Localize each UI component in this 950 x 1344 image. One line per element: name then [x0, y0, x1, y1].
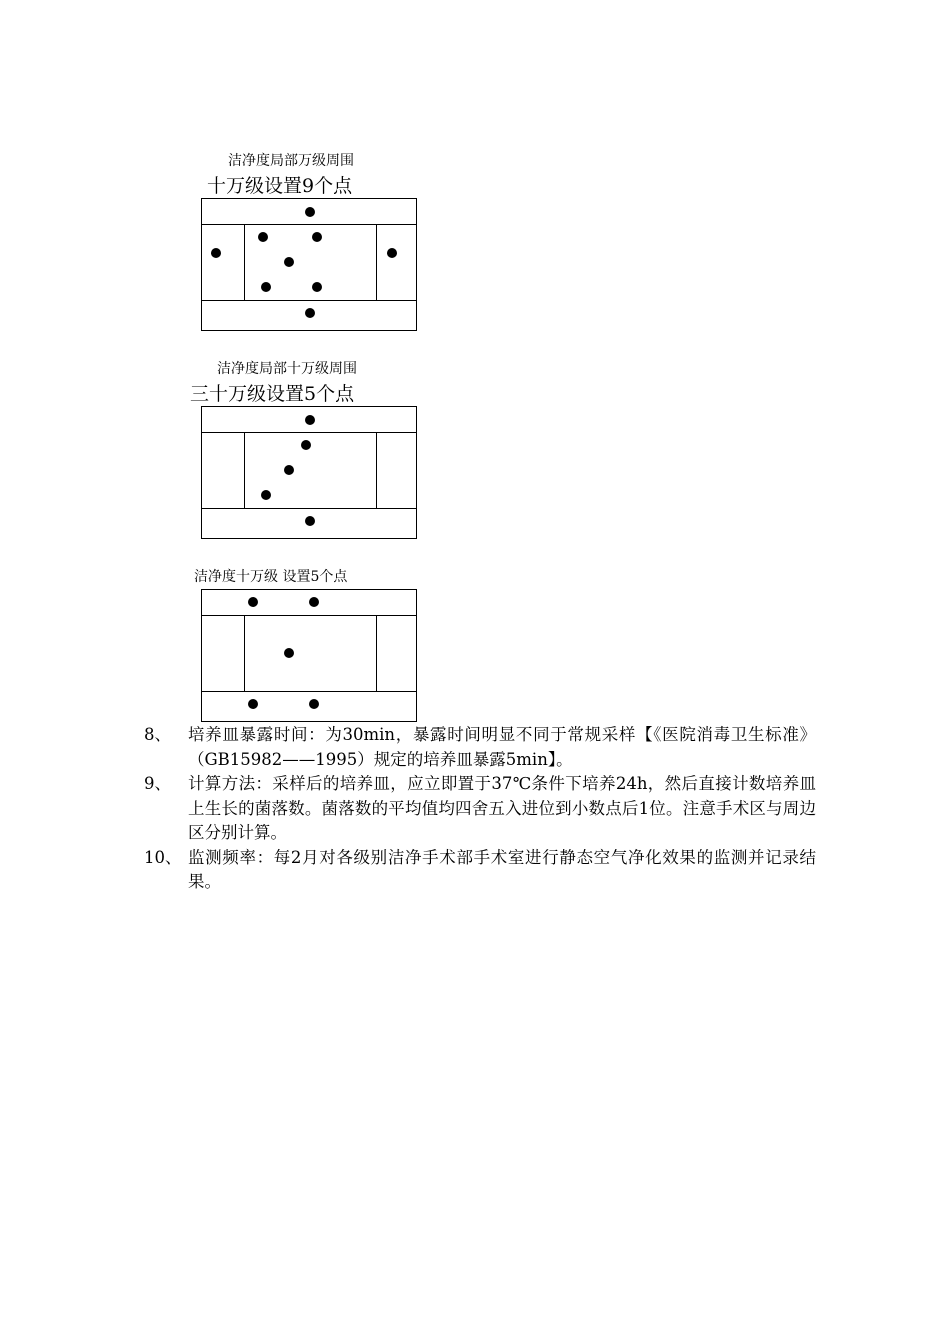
sampling-point	[284, 648, 294, 658]
sampling-point	[261, 282, 271, 292]
item-number: 9、	[144, 774, 171, 793]
item-text: 计算方法：采样后的培养皿，应立即置于37℃条件下培养24h，然后直接计数培养皿上生长的菌落数。菌落数的平均值均四舍五入进位到小数点后1位。注意手术区与周边区分别计算。	[188, 774, 816, 842]
sampling-point	[284, 257, 294, 267]
sampling-point	[309, 699, 319, 709]
item-text: 培养皿暴露时间：为30min，暴露时间明显不同于常规采样【《医院消毒卫生标准》（GB15982——1995）规定的培养皿暴露5min】。	[188, 725, 816, 769]
sampling-point	[284, 465, 294, 475]
sampling-point	[248, 597, 258, 607]
diagram-1-sampling-layout	[201, 198, 417, 332]
list-item	[144, 723, 816, 772]
sampling-point	[305, 415, 315, 425]
sampling-point	[305, 516, 315, 526]
sampling-point	[258, 232, 268, 242]
sampling-point	[305, 207, 315, 217]
diagram-3-caption: 洁净度十万级 设置5个点	[194, 569, 348, 585]
sampling-point	[211, 248, 221, 258]
sampling-point	[301, 440, 311, 450]
sampling-point	[312, 232, 322, 242]
sampling-point	[312, 282, 322, 292]
sampling-point	[261, 490, 271, 500]
diagram-3-sampling-layout	[201, 589, 417, 723]
item-text: 监测频率：每2月对各级别洁净手术部手术室进行静态空气净化效果的监测并记录结果。	[188, 847, 816, 891]
diagram-1-caption-small: 洁净度局部万级周围	[228, 153, 354, 169]
diagram-1-caption-large: 十万级设置9个点	[207, 175, 353, 197]
diagram-2-caption-large: 三十万级设置5个点	[190, 383, 355, 405]
sampling-point	[387, 248, 397, 258]
item-number: 10、	[144, 847, 182, 867]
list-item	[144, 846, 816, 895]
item-number: 8、	[144, 725, 171, 744]
sampling-point	[309, 597, 319, 607]
diagram-2-sampling-layout	[201, 406, 417, 540]
list-item	[144, 772, 816, 846]
diagram-2-caption-small: 洁净度局部十万级周围	[217, 361, 357, 377]
numbered-list	[144, 723, 816, 895]
sampling-point	[248, 699, 258, 709]
sampling-point	[305, 308, 315, 318]
